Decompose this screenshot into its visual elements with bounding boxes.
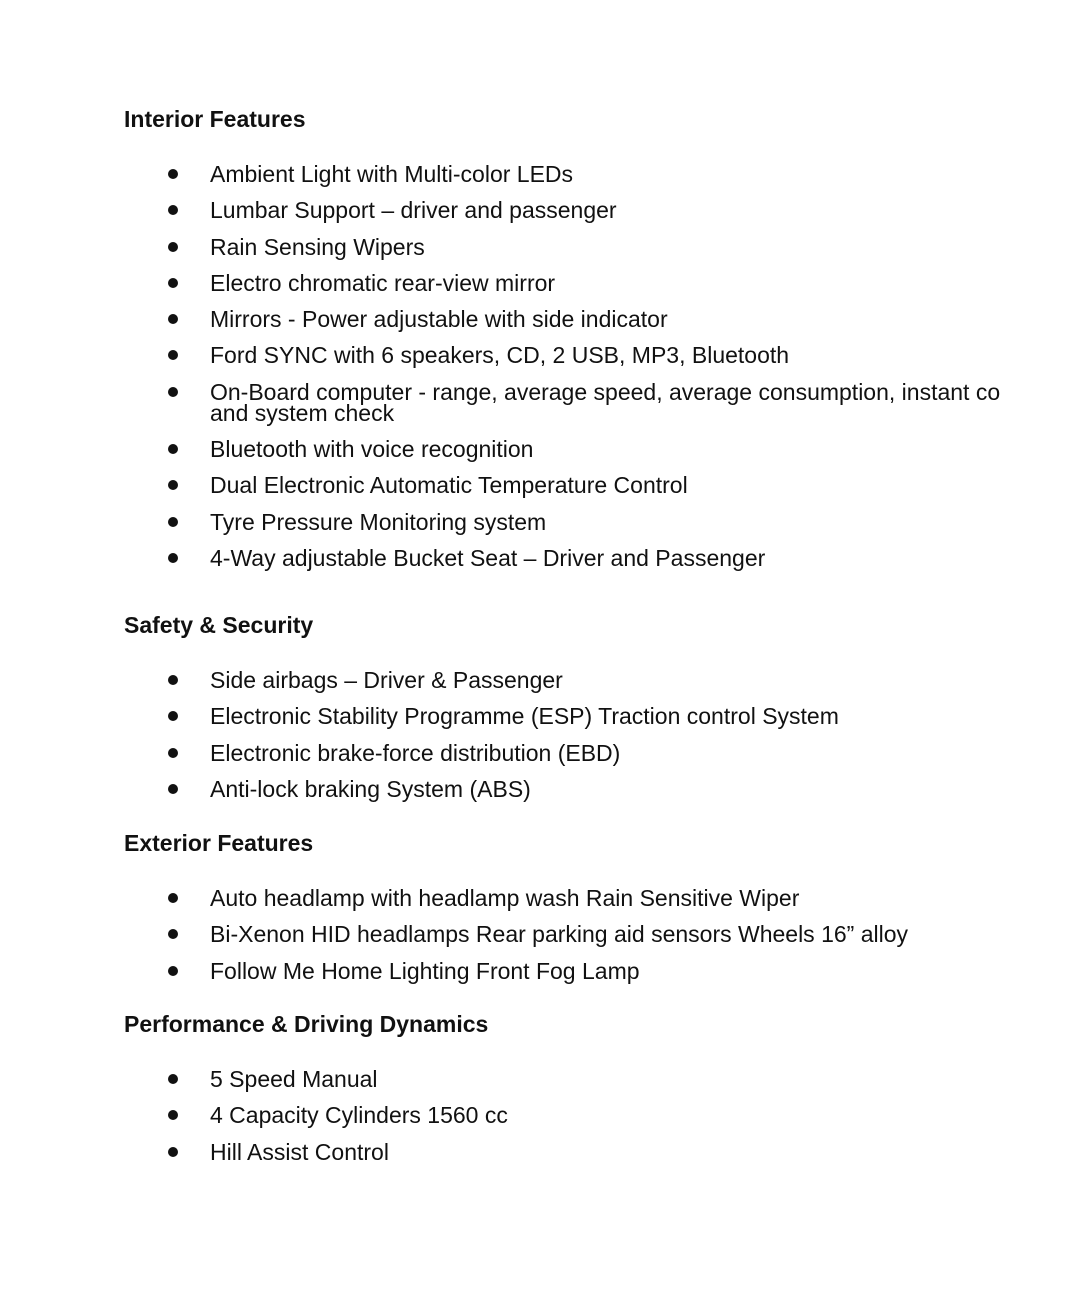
list-item: Mirrors - Power adjustable with side indicator xyxy=(0,309,1080,330)
list-item: Tyre Pressure Monitoring system xyxy=(0,512,1080,533)
list-item: Lumbar Support – driver and passenger xyxy=(0,200,1080,221)
list-item: Rain Sensing Wipers xyxy=(0,237,1080,258)
performance-list xyxy=(0,1066,1080,1178)
section-title-safety: Safety & Security xyxy=(124,612,314,638)
bullet-icon xyxy=(168,314,178,324)
exterior-features-list xyxy=(0,885,1080,997)
list-item: Hill Assist Control xyxy=(0,1142,1080,1163)
bullet-icon xyxy=(168,444,178,454)
list-item: Anti-lock braking System (ABS) xyxy=(0,779,1080,800)
bullet-icon xyxy=(168,242,178,252)
list-item: Bluetooth with voice recognition xyxy=(0,439,1080,460)
section-title-performance: Performance & Driving Dynamics xyxy=(124,1011,489,1037)
section-title-exterior: Exterior Features xyxy=(124,830,314,856)
bullet-icon xyxy=(168,1074,178,1084)
list-item: Bi-Xenon HID headlamps Rear parking aid sensors Wheels 16” alloy xyxy=(0,924,1080,945)
bullet-icon xyxy=(168,784,178,794)
list-item: Electronic Stability Programme (ESP) Traction control System xyxy=(0,706,1080,727)
list-item: 4 Capacity Cylinders 1560 cc xyxy=(0,1105,1080,1126)
bullet-icon xyxy=(168,711,178,721)
list-item: Side airbags – Driver & Passenger xyxy=(0,670,1080,691)
bullet-icon xyxy=(168,278,178,288)
list-item: Dual Electronic Automatic Temperature Control xyxy=(0,475,1080,496)
list-item: Follow Me Home Lighting Front Fog Lamp xyxy=(0,961,1080,982)
bullet-icon xyxy=(168,480,178,490)
bullet-icon xyxy=(168,1110,178,1120)
bullet-icon xyxy=(168,553,178,563)
bullet-icon xyxy=(168,169,178,179)
section-title-interior: Interior Features xyxy=(124,106,306,132)
interior-features-list xyxy=(0,161,1080,584)
bullet-icon xyxy=(168,748,178,758)
list-item: Electronic brake-force distribution (EBD) xyxy=(0,743,1080,764)
bullet-icon xyxy=(168,929,178,939)
list-item: On-Board computer - range, average speed, average consumption, instant co and system check xyxy=(0,382,1080,424)
safety-security-list xyxy=(0,667,1080,815)
list-item: Ford SYNC with 6 speakers, CD, 2 USB, MP3, Bluetooth xyxy=(0,345,1080,366)
list-item: Auto headlamp with headlamp wash Rain Sensitive Wiper xyxy=(0,888,1080,909)
list-item: Ambient Light with Multi-color LEDs xyxy=(0,164,1080,185)
bullet-icon xyxy=(168,387,178,397)
bullet-icon xyxy=(168,675,178,685)
list-item: 4-Way adjustable Bucket Seat – Driver and Passenger xyxy=(0,548,1080,569)
list-item: Electro chromatic rear-view mirror xyxy=(0,273,1080,294)
bullet-icon xyxy=(168,1147,178,1157)
bullet-icon xyxy=(168,350,178,360)
bullet-icon xyxy=(168,966,178,976)
bullet-icon xyxy=(168,893,178,903)
bullet-icon xyxy=(168,205,178,215)
list-item: 5 Speed Manual xyxy=(0,1069,1080,1090)
bullet-icon xyxy=(168,517,178,527)
